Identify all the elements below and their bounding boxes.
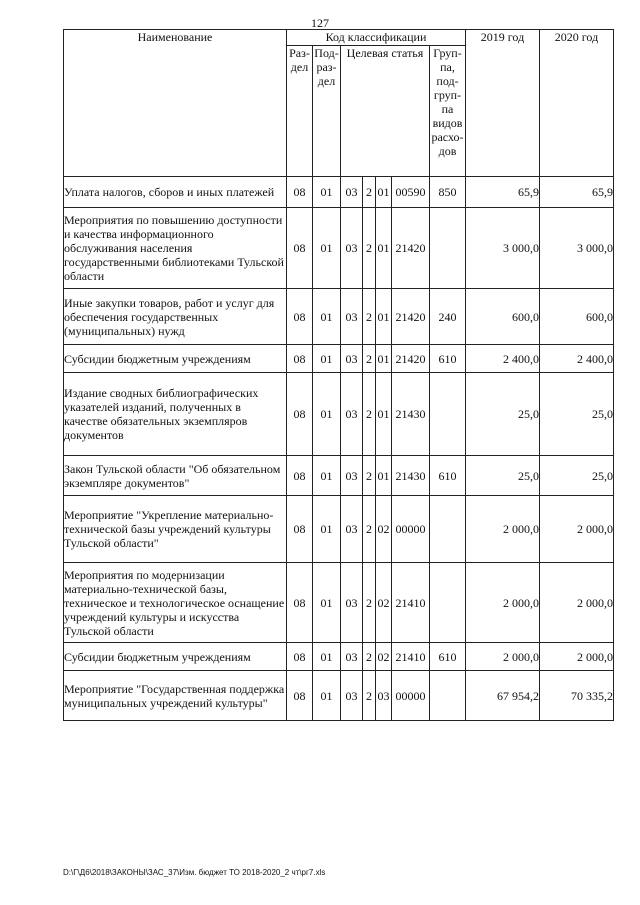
cell-razdel: 08 [287,345,313,373]
table-row [64,456,614,496]
cell-cs2: 2 [363,289,376,345]
header-podrazdel: Под-раз-дел [313,46,341,177]
table-row [64,345,614,373]
cell-name: Мероприятие "Укрепление материально-технической базы учреждений культуры Тульской области" [64,496,287,563]
cell-razdel: 08 [287,563,313,643]
cell-cs2: 2 [363,671,376,721]
cell-vid: 610 [430,643,466,671]
page-number: 127 [311,16,329,30]
cell-razdel: 08 [287,643,313,671]
cell-podrazdel: 01 [313,177,341,208]
header-2019: 2019 год [466,30,540,177]
cell-podrazdel: 01 [313,289,341,345]
cell-cs1: 03 [341,289,363,345]
cell-podrazdel: 01 [313,496,341,563]
cell-cs4: 21410 [392,643,430,671]
cell-cs1: 03 [341,643,363,671]
cell-vid: 240 [430,289,466,345]
cell-y2020: 2 000,0 [540,496,614,563]
cell-cs4: 21420 [392,289,430,345]
table-row [64,177,614,208]
cell-cs4: 00000 [392,671,430,721]
cell-cs4: 21420 [392,208,430,289]
table-row [64,208,614,289]
cell-y2020: 25,0 [540,373,614,456]
cell-name: Субсидии бюджетным учреждениям [64,643,287,671]
cell-cs4: 00590 [392,177,430,208]
cell-vid [430,496,466,563]
cell-cs1: 03 [341,563,363,643]
cell-razdel: 08 [287,208,313,289]
cell-y2020: 70 335,2 [540,671,614,721]
cell-y2020: 2 000,0 [540,643,614,671]
cell-cs2: 2 [363,456,376,496]
cell-vid [430,208,466,289]
cell-cs3: 03 [376,671,392,721]
cell-y2019: 600,0 [466,289,540,345]
cell-vid: 610 [430,456,466,496]
budget-table [63,29,614,721]
cell-y2019: 67 954,2 [466,671,540,721]
cell-name: Субсидии бюджетным учреждениям [64,345,287,373]
header-2020: 2020 год [540,30,614,177]
cell-name: Мероприятия по повышению доступности и качества информационного обслуживания населения государственными библиотеками Тульской области [64,208,287,289]
cell-y2020: 2 000,0 [540,563,614,643]
cell-name: Уплата налогов, сборов и иных платежей [64,177,287,208]
cell-cs1: 03 [341,456,363,496]
cell-razdel: 08 [287,289,313,345]
cell-cs3: 01 [376,456,392,496]
cell-razdel: 08 [287,496,313,563]
cell-cs3: 01 [376,177,392,208]
cell-vid [430,373,466,456]
cell-y2020: 3 000,0 [540,208,614,289]
cell-y2020: 600,0 [540,289,614,345]
header-razdel: Раз-дел [287,46,313,177]
cell-vid: 850 [430,177,466,208]
cell-podrazdel: 01 [313,208,341,289]
cell-podrazdel: 01 [313,671,341,721]
table-row [64,373,614,456]
table-row [64,496,614,563]
cell-y2020: 25,0 [540,456,614,496]
cell-vid [430,671,466,721]
cell-cs2: 2 [363,563,376,643]
cell-name: Мероприятие "Государственная поддержка муниципальных учреждений культуры" [64,671,287,721]
cell-podrazdel: 01 [313,563,341,643]
cell-razdel: 08 [287,671,313,721]
cell-cs4: 21420 [392,345,430,373]
cell-y2019: 65,9 [466,177,540,208]
cell-y2020: 65,9 [540,177,614,208]
header-expense-group: Груп-па, под-груп-па видов расхо-дов [430,46,466,177]
cell-y2019: 25,0 [466,456,540,496]
cell-y2019: 2 400,0 [466,345,540,373]
cell-cs4: 21430 [392,373,430,456]
cell-podrazdel: 01 [313,345,341,373]
cell-cs1: 03 [341,671,363,721]
cell-cs3: 01 [376,208,392,289]
table-row [64,671,614,721]
cell-cs2: 2 [363,373,376,456]
cell-name: Закон Тульской области "Об обязательном экземпляре документов" [64,456,287,496]
cell-y2020: 2 400,0 [540,345,614,373]
cell-y2019: 2 000,0 [466,496,540,563]
cell-cs2: 2 [363,496,376,563]
cell-y2019: 2 000,0 [466,563,540,643]
cell-name: Издание сводных библиографических указателей изданий, полученных в качестве обязательных экземпляров документов [64,373,287,456]
cell-podrazdel: 01 [313,456,341,496]
table-row [64,289,614,345]
cell-cs1: 03 [341,177,363,208]
cell-cs3: 02 [376,563,392,643]
cell-y2019: 25,0 [466,373,540,456]
cell-cs1: 03 [341,496,363,563]
cell-vid [430,563,466,643]
cell-cs2: 2 [363,208,376,289]
cell-cs2: 2 [363,643,376,671]
cell-name: Иные закупки товаров, работ и услуг для обеспечения государственных (муниципальных) нужд [64,289,287,345]
cell-cs2: 2 [363,345,376,373]
cell-podrazdel: 01 [313,373,341,456]
cell-cs3: 01 [376,345,392,373]
cell-cs1: 03 [341,345,363,373]
cell-cs3: 01 [376,289,392,345]
cell-vid: 610 [430,345,466,373]
cell-cs3: 01 [376,373,392,456]
cell-cs1: 03 [341,373,363,456]
table-row [64,643,614,671]
cell-cs4: 21410 [392,563,430,643]
header-target-article: Целевая статья [341,46,430,177]
cell-name: Мероприятия по модернизации материально-технической базы, техническое и технологическое оснащение учреждений культуры и искусства Тульской области [64,563,287,643]
cell-razdel: 08 [287,177,313,208]
cell-podrazdel: 01 [313,643,341,671]
cell-cs4: 21430 [392,456,430,496]
cell-razdel: 08 [287,373,313,456]
cell-y2019: 3 000,0 [466,208,540,289]
cell-razdel: 08 [287,456,313,496]
table-row [64,563,614,643]
cell-y2019: 2 000,0 [466,643,540,671]
header-classification-code: Код классификации [287,30,466,46]
cell-cs1: 03 [341,208,363,289]
cell-cs3: 02 [376,496,392,563]
cell-cs3: 02 [376,643,392,671]
header-name: Наименование [64,30,287,177]
cell-cs2: 2 [363,177,376,208]
file-path-footer: D:\Г\Д6\2018\ЗАКОНЫ\ЗАС_37\Изм. бюджет ТО 2018-2020_2 чт\рг7.xls [63,868,326,877]
cell-cs4: 00000 [392,496,430,563]
